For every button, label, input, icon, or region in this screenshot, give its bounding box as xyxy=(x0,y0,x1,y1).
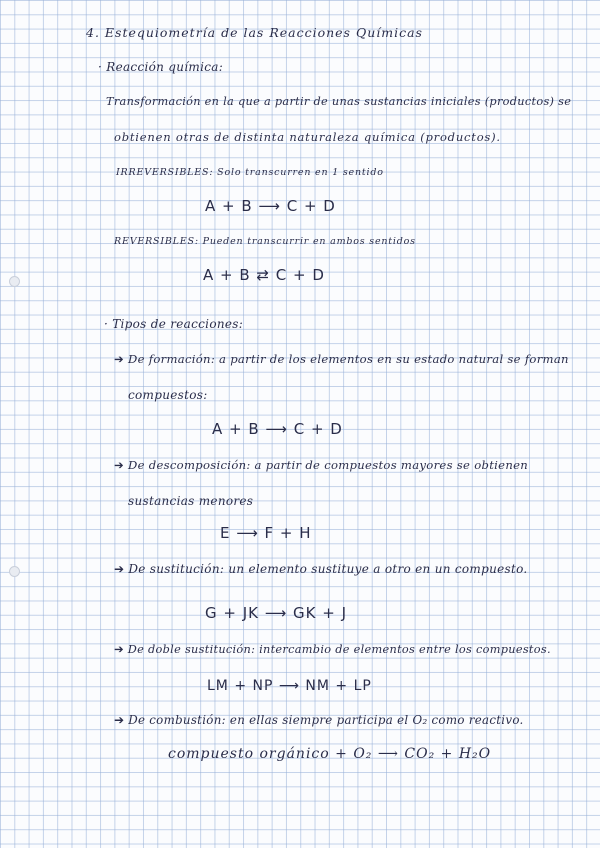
sustitucion-text: De sustitución: un elemento sustituye a otro en un compuesto. xyxy=(128,562,528,576)
binder-hole xyxy=(9,566,20,577)
doble-sustitucion-line xyxy=(114,643,551,656)
arrow-bullet-icon: ➔ xyxy=(114,352,125,366)
equation-reversible: A + B ⇄ C + D xyxy=(203,266,325,284)
section-heading-tipos: · Tipos de reacciones: xyxy=(104,317,244,331)
equation-formacion: A + B ⟶ C + D xyxy=(212,420,343,438)
descomposicion-text: De descomposición: a partir de compuestos mayores se obtienen xyxy=(128,458,529,472)
arrow-bullet-icon: ➔ xyxy=(114,562,125,576)
descomposicion-line-2: sustancias menores xyxy=(128,494,254,508)
equation-sustitucion: G + JK ⟶ GK + J xyxy=(205,604,348,622)
equation-descomposicion: E ⟶ F + H xyxy=(220,524,312,542)
formacion-line-2: compuestos: xyxy=(128,388,208,402)
equation-combustion: compuesto orgánico + O₂ ⟶ CO₂ + H₂O xyxy=(168,746,492,762)
reversible-label: REVERSIBLES: Pueden transcurrir en ambos sentidos xyxy=(114,236,416,247)
page-title: 4. Estequiometría de las Reacciones Químicas xyxy=(86,25,423,40)
descomposicion-line-1 xyxy=(114,458,528,472)
formacion-text: De formación: a partir de los elementos en su estado natural se forman xyxy=(128,352,569,366)
combustion-line xyxy=(114,713,524,727)
formacion-line-1 xyxy=(114,352,569,366)
equation-doble-sustitucion: LM + NP ⟶ NM + LP xyxy=(207,678,372,694)
arrow-bullet-icon: ➔ xyxy=(114,643,124,656)
sustitucion-line xyxy=(114,562,528,576)
arrow-bullet-icon: ➔ xyxy=(114,713,125,727)
combustion-text: De combustión: en ellas siempre participa el O₂ como reactivo. xyxy=(128,713,524,727)
binder-hole xyxy=(9,276,20,287)
section-heading-reaccion: · Reacción química: xyxy=(98,60,224,74)
doble-sustitucion-text: De doble sustitución: intercambio de elementos entre los compuestos. xyxy=(127,643,551,656)
irreversible-label: IRREVERSIBLES: Solo transcurren en 1 sentido xyxy=(116,167,384,178)
equation-irreversible: A + B ⟶ C + D xyxy=(205,197,336,215)
definition-line-1: Transformación en la que a partir de unas sustancias iniciales (productos) se xyxy=(106,95,572,108)
definition-line-2: obtienen otras de distinta naturaleza química (productos). xyxy=(114,130,501,144)
arrow-bullet-icon: ➔ xyxy=(114,458,125,472)
